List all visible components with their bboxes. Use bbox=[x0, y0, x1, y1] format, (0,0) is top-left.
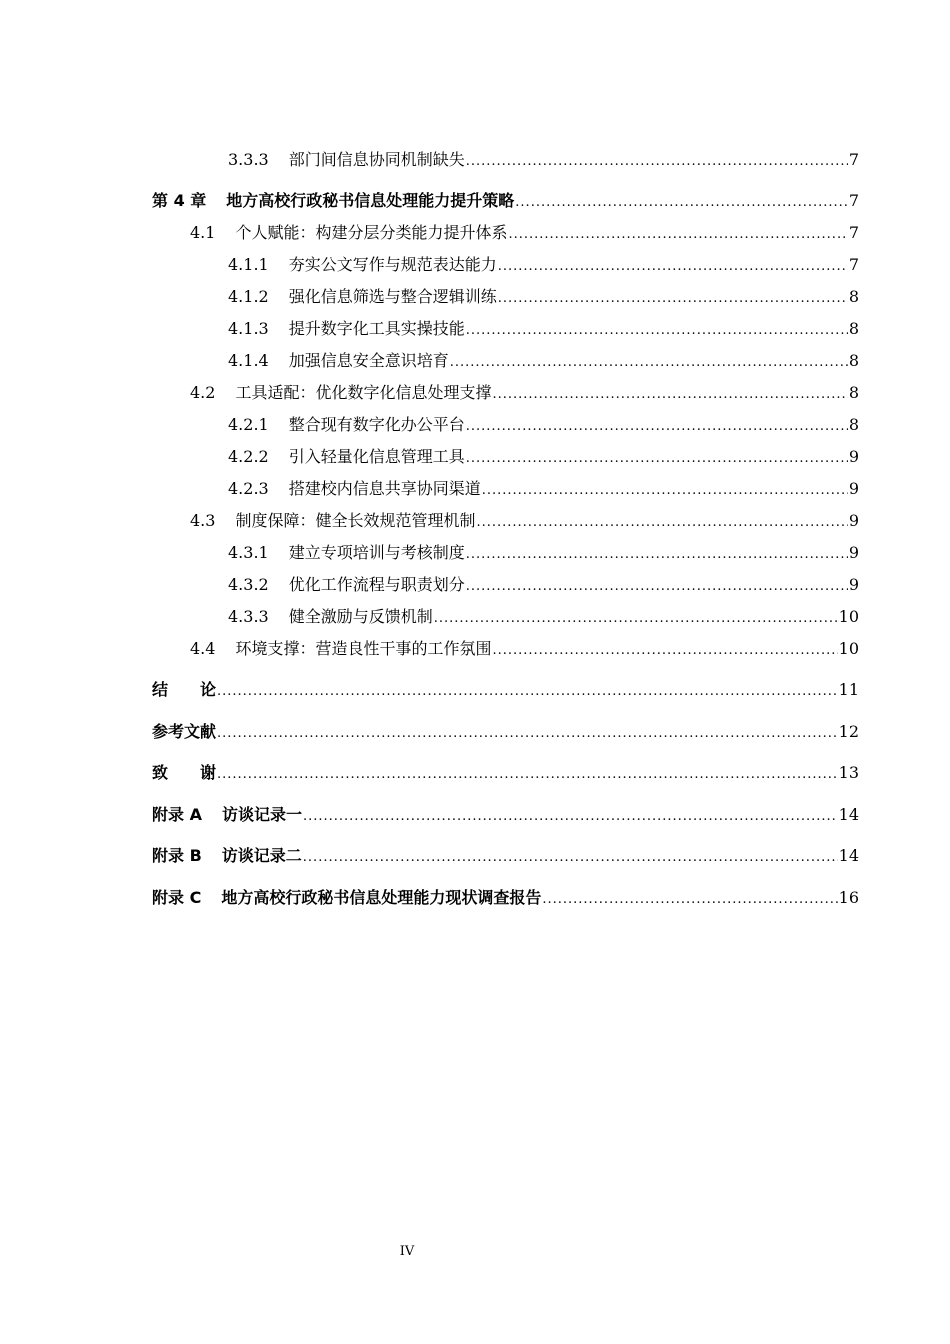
toc-entry[interactable] bbox=[152, 383, 859, 405]
toc-leader-dots bbox=[466, 417, 848, 437]
toc-entry[interactable] bbox=[152, 805, 859, 827]
page-number: IV bbox=[399, 1244, 415, 1259]
toc-entry-number: 4.4 bbox=[190, 639, 216, 658]
toc-entry-title: 强化信息筛选与整合逻辑训练 bbox=[288, 287, 497, 306]
toc-entry-page: 9 bbox=[848, 511, 859, 530]
toc-entry[interactable] bbox=[152, 287, 859, 309]
toc-entry-page: 14 bbox=[838, 846, 859, 865]
toc-entry[interactable] bbox=[152, 319, 859, 341]
toc-entry-page: 8 bbox=[848, 287, 859, 306]
toc-entry-number: 附录 B bbox=[152, 846, 202, 865]
toc-leader-dots bbox=[515, 193, 848, 213]
toc-entry-title: 引入轻量化信息管理工具 bbox=[288, 447, 465, 466]
toc-entry[interactable] bbox=[152, 479, 859, 501]
toc-entry[interactable] bbox=[152, 722, 859, 744]
toc-entry-title: 整合现有数字化办公平台 bbox=[288, 415, 465, 434]
toc-entry-number: 4.3 bbox=[190, 511, 216, 530]
toc-entry-title: 环境支撑：营造良性干事的工作氛围 bbox=[235, 639, 492, 658]
toc-entry[interactable] bbox=[152, 639, 859, 661]
toc-entry[interactable] bbox=[152, 607, 859, 629]
toc-entry-page: 7 bbox=[848, 255, 859, 274]
toc-entry-page: 7 bbox=[848, 150, 859, 169]
toc-entry-number: 附录 C bbox=[152, 888, 202, 907]
toc-leader-dots bbox=[498, 289, 848, 309]
toc-entry-page: 9 bbox=[848, 479, 859, 498]
toc-leader-dots bbox=[466, 545, 848, 565]
toc-leader-dots bbox=[542, 890, 837, 910]
toc-entry-page: 9 bbox=[848, 543, 859, 562]
toc-entry-page: 10 bbox=[838, 639, 859, 658]
toc-entry[interactable] bbox=[152, 415, 859, 437]
toc-entry-title: 个人赋能：构建分层分类能力提升体系 bbox=[235, 223, 508, 242]
toc-entry[interactable] bbox=[152, 680, 859, 702]
toc-entry-page: 8 bbox=[848, 383, 859, 402]
toc-leader-dots bbox=[492, 385, 847, 405]
toc-entry-number: 4.3.1 bbox=[228, 543, 269, 562]
toc-leader-dots bbox=[303, 848, 838, 868]
toc-entry[interactable] bbox=[152, 763, 859, 785]
toc-entry-title: 夯实公文写作与规范表达能力 bbox=[288, 255, 497, 274]
toc-entry-title: 建立专项培训与考核制度 bbox=[288, 543, 465, 562]
toc-entry-title: 加强信息安全意识培育 bbox=[288, 351, 449, 370]
toc-entry-page: 10 bbox=[838, 607, 859, 626]
toc-leader-dots bbox=[508, 225, 847, 245]
toc-entry-number: 4.2.3 bbox=[228, 479, 269, 498]
toc-entry-title: 地方高校行政秘书信息处理能力提升策略 bbox=[226, 191, 515, 210]
toc-entry-title: 搭建校内信息共享协同渠道 bbox=[288, 479, 481, 498]
toc-entry-page: 7 bbox=[848, 223, 859, 242]
toc-entry-page: 11 bbox=[838, 680, 859, 699]
toc-entry[interactable] bbox=[152, 447, 859, 469]
toc-leader-dots bbox=[482, 481, 848, 501]
toc-entry-title: 致 谢 bbox=[152, 763, 217, 782]
toc-entry-page: 7 bbox=[848, 191, 859, 210]
toc-leader-dots bbox=[492, 641, 837, 661]
toc-entry-title: 优化工作流程与职责划分 bbox=[288, 575, 465, 594]
toc-entry[interactable] bbox=[152, 255, 859, 277]
toc-entry-number: 4.2.1 bbox=[228, 415, 269, 434]
toc-entry-number: 4.1.2 bbox=[228, 287, 269, 306]
toc-entry-page: 8 bbox=[848, 319, 859, 338]
toc-leader-dots bbox=[498, 257, 848, 277]
toc-entry-number: 4.1.4 bbox=[228, 351, 269, 370]
toc-entry-number: 4.2 bbox=[190, 383, 216, 402]
toc-leader-dots bbox=[466, 321, 848, 341]
toc-entry[interactable] bbox=[152, 191, 859, 213]
toc-entry-title: 工具适配：优化数字化信息处理支撑 bbox=[235, 383, 492, 402]
toc-entry-title: 访谈记录二 bbox=[221, 846, 302, 865]
toc-entry-page: 16 bbox=[838, 888, 859, 907]
toc-entry-page: 12 bbox=[838, 722, 859, 741]
toc-leader-dots bbox=[450, 353, 848, 373]
toc-leader-dots bbox=[217, 724, 838, 744]
toc-entry-title: 结 论 bbox=[152, 680, 217, 699]
toc-entry-number: 4.3.2 bbox=[228, 575, 269, 594]
toc-leader-dots bbox=[303, 807, 838, 827]
toc-entry-number: 4.1 bbox=[190, 223, 216, 242]
toc-leader-dots bbox=[476, 513, 847, 533]
toc-entry[interactable] bbox=[152, 351, 859, 373]
toc-entry-number: 第 4 章 bbox=[152, 191, 207, 210]
toc-entry-title: 参考文献 bbox=[152, 722, 217, 741]
toc-entry-number: 3.3.3 bbox=[228, 150, 269, 169]
toc-leader-dots bbox=[466, 449, 848, 469]
toc-leader-dots bbox=[217, 765, 838, 785]
toc-leader-dots bbox=[466, 152, 848, 172]
toc-leader-dots bbox=[217, 682, 838, 702]
toc-entry[interactable] bbox=[152, 543, 859, 565]
toc-entry-title: 地方高校行政秘书信息处理能力现状调查报告 bbox=[221, 888, 542, 907]
toc-entry[interactable] bbox=[152, 575, 859, 597]
toc-entry[interactable] bbox=[152, 223, 859, 245]
toc-leader-dots bbox=[466, 577, 848, 597]
toc-entry-page: 13 bbox=[838, 763, 859, 782]
toc-entry-page: 8 bbox=[848, 351, 859, 370]
toc-entry-title: 部门间信息协同机制缺失 bbox=[288, 150, 465, 169]
toc-entry-number: 4.1.3 bbox=[228, 319, 269, 338]
toc-entry-page: 8 bbox=[848, 415, 859, 434]
toc-entry-title: 提升数字化工具实操技能 bbox=[288, 319, 465, 338]
toc-entry-number: 4.1.1 bbox=[228, 255, 269, 274]
toc-entry-title: 制度保障：健全长效规范管理机制 bbox=[235, 511, 476, 530]
toc-entry-number: 4.3.3 bbox=[228, 607, 269, 626]
toc-entry-title: 访谈记录一 bbox=[221, 805, 302, 824]
toc-leader-dots bbox=[434, 609, 838, 629]
toc-entry-page: 9 bbox=[848, 575, 859, 594]
toc-entry-page: 14 bbox=[838, 805, 859, 824]
toc-entry[interactable] bbox=[152, 846, 859, 868]
toc-entry-number: 附录 A bbox=[152, 805, 202, 824]
toc-entry-title: 健全激励与反馈机制 bbox=[288, 607, 433, 626]
toc-entry[interactable] bbox=[152, 150, 859, 172]
toc-entry[interactable] bbox=[152, 511, 859, 533]
toc-entry-page: 9 bbox=[848, 447, 859, 466]
toc-entry[interactable] bbox=[152, 888, 859, 910]
toc-entry-number: 4.2.2 bbox=[228, 447, 269, 466]
